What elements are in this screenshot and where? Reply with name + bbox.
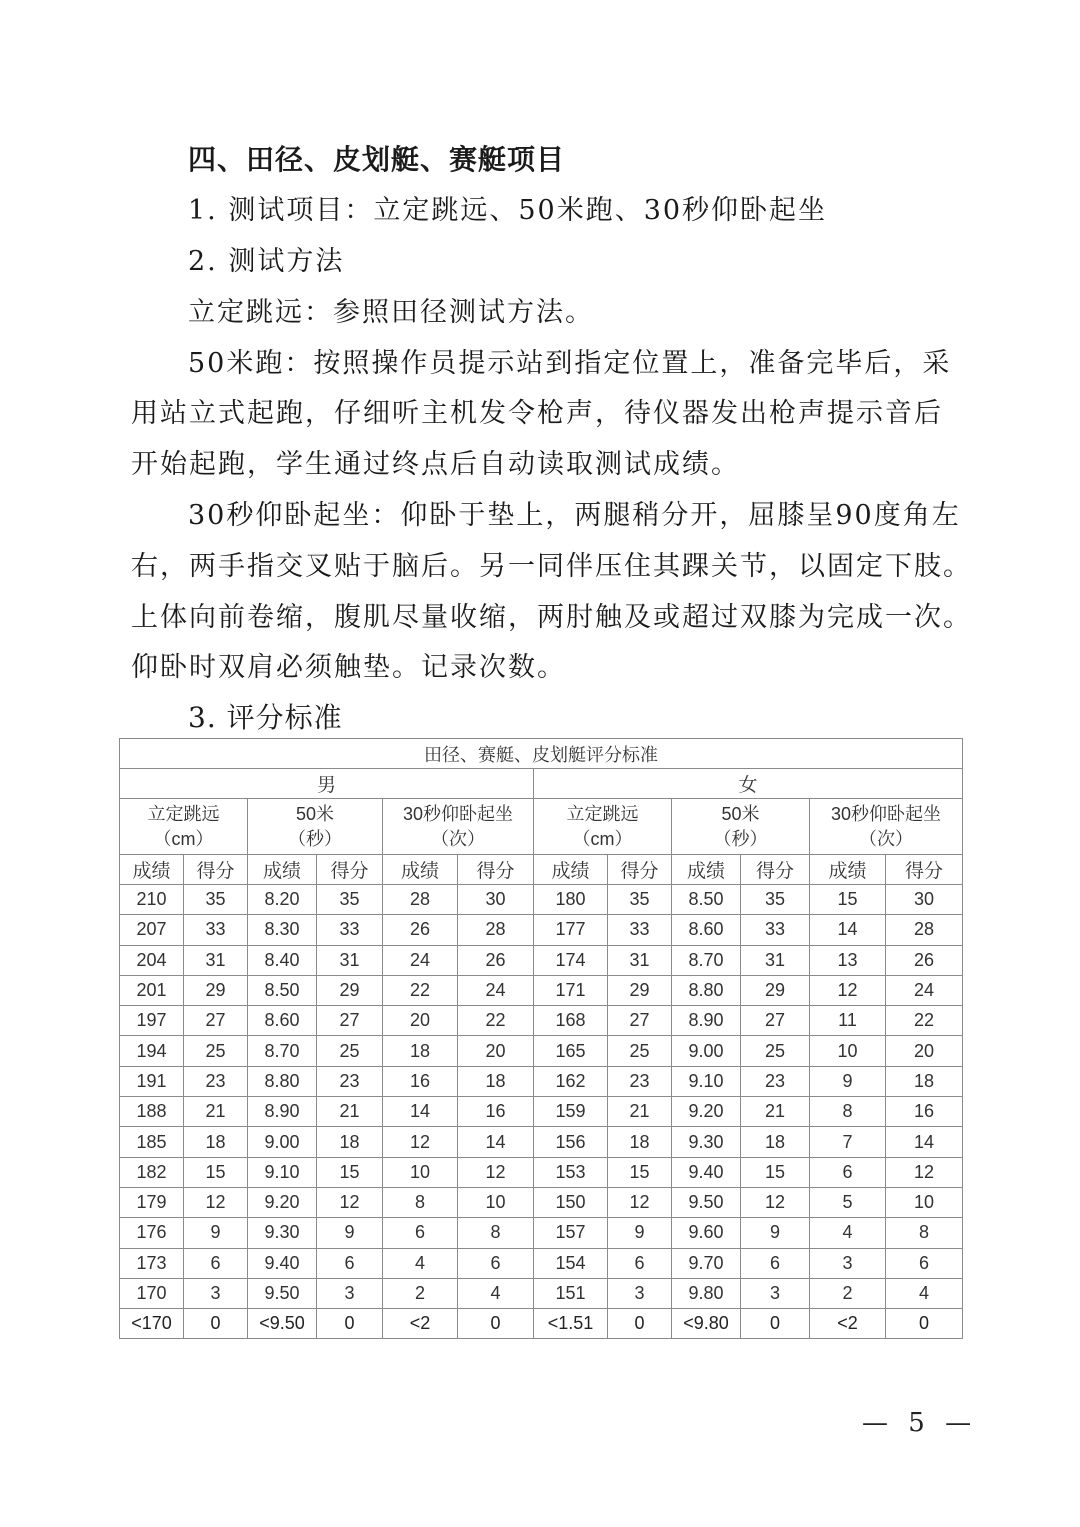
paragraph-line: 30秒仰卧起坐：仰卧于垫上，两腿稍分开，屈膝呈90度角左 bbox=[188, 500, 961, 531]
score-cell: 29 bbox=[741, 975, 810, 1005]
score-cell: 23 bbox=[608, 1066, 672, 1096]
result-cell: 9.40 bbox=[672, 1157, 741, 1187]
score-cell: 18 bbox=[608, 1127, 672, 1157]
score-cell: 6 bbox=[741, 1248, 810, 1278]
result-cell: 9.70 bbox=[672, 1248, 741, 1278]
result-cell: 9.80 bbox=[672, 1278, 741, 1308]
score-cell: 33 bbox=[741, 915, 810, 945]
score-cell: 29 bbox=[608, 975, 672, 1005]
result-cell: 8.90 bbox=[672, 1006, 741, 1036]
score-cell: 33 bbox=[317, 915, 383, 945]
score-cell: 12 bbox=[458, 1157, 534, 1187]
col-result: 成绩 bbox=[383, 855, 458, 885]
table-row bbox=[120, 1066, 963, 1096]
table-row bbox=[120, 1097, 963, 1127]
result-cell: 4 bbox=[810, 1218, 886, 1248]
score-cell: 31 bbox=[317, 945, 383, 975]
result-cell: 9.30 bbox=[672, 1127, 741, 1157]
result-cell: <9.50 bbox=[248, 1309, 317, 1339]
score-cell: 31 bbox=[608, 945, 672, 975]
result-cell: 188 bbox=[120, 1097, 184, 1127]
score-cell: 35 bbox=[741, 885, 810, 915]
result-cell: 8.20 bbox=[248, 885, 317, 915]
score-cell: 0 bbox=[608, 1309, 672, 1339]
result-cell: 10 bbox=[810, 1036, 886, 1066]
table-row bbox=[120, 885, 963, 915]
table-row bbox=[120, 975, 963, 1005]
result-cell: 177 bbox=[534, 915, 608, 945]
event-unit: （秒） bbox=[288, 828, 342, 849]
table-row bbox=[120, 945, 963, 975]
result-cell: 8.60 bbox=[248, 1006, 317, 1036]
male-run50-header bbox=[248, 799, 383, 855]
score-cell: 6 bbox=[886, 1248, 963, 1278]
result-cell: 9.40 bbox=[248, 1248, 317, 1278]
event-unit: （cm） bbox=[572, 828, 633, 849]
result-cell: <2 bbox=[810, 1309, 886, 1339]
score-cell: 15 bbox=[608, 1157, 672, 1187]
result-cell: 13 bbox=[810, 945, 886, 975]
result-cell: 11 bbox=[810, 1006, 886, 1036]
table-title: 田径、赛艇、皮划艇评分标准 bbox=[120, 739, 963, 769]
score-cell: 4 bbox=[886, 1278, 963, 1308]
score-cell: 0 bbox=[317, 1309, 383, 1339]
score-cell: 18 bbox=[886, 1066, 963, 1096]
male-header: 男 bbox=[120, 769, 534, 799]
item-test-methods: 2. 测试方法 bbox=[188, 246, 345, 277]
paragraph-line: 用站立式起跑，仔细听主机发令枪声，待仪器发出枪声提示音后 bbox=[131, 398, 943, 429]
score-cell: 27 bbox=[317, 1006, 383, 1036]
score-cell: 25 bbox=[184, 1036, 248, 1066]
result-cell: 10 bbox=[383, 1157, 458, 1187]
result-cell: 12 bbox=[383, 1127, 458, 1157]
score-cell: 15 bbox=[184, 1157, 248, 1187]
scoring-standard-table bbox=[119, 738, 963, 1339]
paragraph-line: 右，两手指交叉贴于脑后。另一同伴压住其踝关节，以固定下肢。 bbox=[131, 551, 972, 582]
score-cell: 21 bbox=[741, 1097, 810, 1127]
female-situp-header bbox=[810, 799, 963, 855]
score-cell: 6 bbox=[317, 1248, 383, 1278]
result-cell: 9.00 bbox=[248, 1127, 317, 1157]
score-cell: 0 bbox=[458, 1309, 534, 1339]
result-cell: <2 bbox=[383, 1309, 458, 1339]
score-cell: 20 bbox=[458, 1036, 534, 1066]
result-cell: 20 bbox=[383, 1006, 458, 1036]
result-cell: 179 bbox=[120, 1187, 184, 1217]
result-cell: 154 bbox=[534, 1248, 608, 1278]
result-cell: 151 bbox=[534, 1278, 608, 1308]
score-cell: 21 bbox=[184, 1097, 248, 1127]
result-cell: 9.50 bbox=[672, 1187, 741, 1217]
score-cell: 26 bbox=[886, 945, 963, 975]
result-cell: 2 bbox=[810, 1278, 886, 1308]
result-cell: 201 bbox=[120, 975, 184, 1005]
score-cell: 27 bbox=[608, 1006, 672, 1036]
table-row bbox=[120, 1187, 963, 1217]
col-result: 成绩 bbox=[120, 855, 184, 885]
score-cell: 18 bbox=[741, 1127, 810, 1157]
score-cell: 18 bbox=[184, 1127, 248, 1157]
event-name: 30秒仰卧起坐 bbox=[831, 803, 942, 824]
event-unit: （次） bbox=[431, 828, 485, 849]
result-cell: 8.60 bbox=[672, 915, 741, 945]
score-cell: 18 bbox=[317, 1127, 383, 1157]
result-cell: 9.10 bbox=[672, 1066, 741, 1096]
result-cell: 15 bbox=[810, 885, 886, 915]
score-cell: 18 bbox=[458, 1066, 534, 1096]
table-row bbox=[120, 1036, 963, 1066]
female-header: 女 bbox=[534, 769, 963, 799]
score-cell: 0 bbox=[886, 1309, 963, 1339]
score-cell: 3 bbox=[608, 1278, 672, 1308]
result-cell: 9.50 bbox=[248, 1278, 317, 1308]
table-row bbox=[120, 1218, 963, 1248]
result-cell: 8.90 bbox=[248, 1097, 317, 1127]
result-cell: 4 bbox=[383, 1248, 458, 1278]
result-cell: 6 bbox=[383, 1218, 458, 1248]
result-cell: 191 bbox=[120, 1066, 184, 1096]
result-cell: 24 bbox=[383, 945, 458, 975]
score-cell: 27 bbox=[741, 1006, 810, 1036]
event-unit: （秒） bbox=[713, 828, 768, 849]
event-name: 立定跳远 bbox=[147, 803, 220, 824]
paragraph-line: 上体向前卷缩，腹肌尽量收缩，两肘触及或超过双膝为完成一次。 bbox=[131, 602, 972, 633]
table-body bbox=[120, 885, 963, 1339]
result-cell: 22 bbox=[383, 975, 458, 1005]
result-cell: 194 bbox=[120, 1036, 184, 1066]
score-cell: 12 bbox=[608, 1187, 672, 1217]
result-cell: 176 bbox=[120, 1218, 184, 1248]
col-result: 成绩 bbox=[672, 855, 741, 885]
paragraph-line: 仰卧时双肩必须触垫。记录次数。 bbox=[131, 652, 566, 683]
score-cell: 31 bbox=[741, 945, 810, 975]
result-cell: 171 bbox=[534, 975, 608, 1005]
result-cell: 18 bbox=[383, 1036, 458, 1066]
paragraph-line: 50米跑：按照操作员提示站到指定位置上，准备完毕后，采 bbox=[188, 348, 952, 379]
male-jump-header bbox=[120, 799, 248, 855]
result-cell: 9.30 bbox=[248, 1218, 317, 1248]
col-score: 得分 bbox=[741, 855, 810, 885]
result-cell: 173 bbox=[120, 1248, 184, 1278]
result-cell: 8.50 bbox=[672, 885, 741, 915]
score-cell: 9 bbox=[608, 1218, 672, 1248]
result-cell: 2 bbox=[383, 1278, 458, 1308]
score-cell: 6 bbox=[184, 1248, 248, 1278]
score-cell: 21 bbox=[317, 1097, 383, 1127]
result-cell: 180 bbox=[534, 885, 608, 915]
score-cell: 3 bbox=[184, 1278, 248, 1308]
result-cell: 207 bbox=[120, 915, 184, 945]
col-result: 成绩 bbox=[248, 855, 317, 885]
result-cell: 8.30 bbox=[248, 915, 317, 945]
score-cell: 28 bbox=[886, 915, 963, 945]
score-cell: 25 bbox=[317, 1036, 383, 1066]
event-unit: （次） bbox=[859, 828, 914, 849]
score-cell: 10 bbox=[458, 1187, 534, 1217]
result-cell: 8.50 bbox=[248, 975, 317, 1005]
event-name: 50米 bbox=[295, 803, 335, 824]
score-cell: 29 bbox=[184, 975, 248, 1005]
score-cell: 9 bbox=[741, 1218, 810, 1248]
result-cell: 182 bbox=[120, 1157, 184, 1187]
score-cell: 12 bbox=[741, 1187, 810, 1217]
result-cell: 9.60 bbox=[672, 1218, 741, 1248]
result-cell: <170 bbox=[120, 1309, 184, 1339]
score-cell: 30 bbox=[886, 885, 963, 915]
result-cell: 14 bbox=[810, 915, 886, 945]
score-cell: 12 bbox=[317, 1187, 383, 1217]
score-cell: 25 bbox=[608, 1036, 672, 1066]
score-cell: 16 bbox=[886, 1097, 963, 1127]
result-cell: 162 bbox=[534, 1066, 608, 1096]
result-cell: 7 bbox=[810, 1127, 886, 1157]
result-cell: 5 bbox=[810, 1187, 886, 1217]
result-cell: 157 bbox=[534, 1218, 608, 1248]
result-cell: 9.20 bbox=[248, 1187, 317, 1217]
score-cell: 24 bbox=[886, 975, 963, 1005]
score-cell: 6 bbox=[458, 1248, 534, 1278]
score-cell: 35 bbox=[317, 885, 383, 915]
score-cell: 14 bbox=[458, 1127, 534, 1157]
score-cell: 12 bbox=[886, 1157, 963, 1187]
result-cell: 12 bbox=[810, 975, 886, 1005]
result-cell: 174 bbox=[534, 945, 608, 975]
result-cell: 14 bbox=[383, 1097, 458, 1127]
score-cell: 35 bbox=[608, 885, 672, 915]
result-cell: 197 bbox=[120, 1006, 184, 1036]
table-row bbox=[120, 1006, 963, 1036]
score-cell: 30 bbox=[458, 885, 534, 915]
col-result: 成绩 bbox=[534, 855, 608, 885]
table-row bbox=[120, 1157, 963, 1187]
item-test-items: 1. 测试项目：立定跳远、50米跑、30秒仰卧起坐 bbox=[188, 195, 828, 226]
score-cell: 23 bbox=[184, 1066, 248, 1096]
jump-method-text: 立定跳远：参照田径测试方法。 bbox=[188, 297, 594, 328]
result-cell: 6 bbox=[810, 1157, 886, 1187]
section-heading: 四、田径、皮划艇、赛艇项目 bbox=[188, 143, 566, 176]
score-cell: 23 bbox=[317, 1066, 383, 1096]
score-cell: 3 bbox=[741, 1278, 810, 1308]
result-cell: 16 bbox=[383, 1066, 458, 1096]
result-cell: 185 bbox=[120, 1127, 184, 1157]
result-cell: 9 bbox=[810, 1066, 886, 1096]
col-score: 得分 bbox=[184, 855, 248, 885]
event-unit: （cm） bbox=[153, 828, 214, 849]
score-cell: 31 bbox=[184, 945, 248, 975]
result-cell: 159 bbox=[534, 1097, 608, 1127]
table-row bbox=[120, 1309, 963, 1339]
score-cell: 29 bbox=[317, 975, 383, 1005]
score-cell: 33 bbox=[184, 915, 248, 945]
result-cell: 9.10 bbox=[248, 1157, 317, 1187]
result-cell: 8 bbox=[810, 1097, 886, 1127]
result-cell: 3 bbox=[810, 1248, 886, 1278]
result-cell: 170 bbox=[120, 1278, 184, 1308]
score-cell: 35 bbox=[184, 885, 248, 915]
score-cell: 22 bbox=[886, 1006, 963, 1036]
col-result: 成绩 bbox=[810, 855, 886, 885]
page-number: — 5 — bbox=[862, 1408, 978, 1438]
result-cell: 8.70 bbox=[248, 1036, 317, 1066]
event-name: 立定跳远 bbox=[566, 803, 639, 824]
result-cell: 156 bbox=[534, 1127, 608, 1157]
table-row bbox=[120, 915, 963, 945]
result-cell: 8.70 bbox=[672, 945, 741, 975]
score-cell: 16 bbox=[458, 1097, 534, 1127]
result-cell: 28 bbox=[383, 885, 458, 915]
score-cell: 23 bbox=[741, 1066, 810, 1096]
score-cell: 0 bbox=[184, 1309, 248, 1339]
table-row bbox=[120, 1127, 963, 1157]
score-cell: 24 bbox=[458, 975, 534, 1005]
score-cell: 20 bbox=[886, 1036, 963, 1066]
score-cell: 27 bbox=[184, 1006, 248, 1036]
score-cell: 8 bbox=[458, 1218, 534, 1248]
score-cell: 0 bbox=[741, 1309, 810, 1339]
col-score: 得分 bbox=[608, 855, 672, 885]
table-row bbox=[120, 1248, 963, 1278]
col-score: 得分 bbox=[886, 855, 963, 885]
score-cell: 3 bbox=[317, 1278, 383, 1308]
score-cell: 21 bbox=[608, 1097, 672, 1127]
score-cell: 8 bbox=[886, 1218, 963, 1248]
score-cell: 10 bbox=[886, 1187, 963, 1217]
item-scoring-standard: 3. 评分标准 bbox=[188, 701, 343, 734]
result-cell: 8 bbox=[383, 1187, 458, 1217]
score-cell: 28 bbox=[458, 915, 534, 945]
result-cell: 165 bbox=[534, 1036, 608, 1066]
male-situp-header bbox=[383, 799, 534, 855]
result-cell: 9.20 bbox=[672, 1097, 741, 1127]
female-jump-header bbox=[534, 799, 672, 855]
score-cell: 33 bbox=[608, 915, 672, 945]
score-cell: 12 bbox=[184, 1187, 248, 1217]
result-cell: 8.80 bbox=[672, 975, 741, 1005]
result-cell: <1.51 bbox=[534, 1309, 608, 1339]
score-cell: 25 bbox=[741, 1036, 810, 1066]
result-cell: 8.40 bbox=[248, 945, 317, 975]
score-cell: 26 bbox=[458, 945, 534, 975]
table-row bbox=[120, 1278, 963, 1308]
result-cell: 9.00 bbox=[672, 1036, 741, 1066]
event-name: 50米 bbox=[721, 803, 760, 824]
result-cell: 150 bbox=[534, 1187, 608, 1217]
col-score: 得分 bbox=[458, 855, 534, 885]
score-cell: 4 bbox=[458, 1278, 534, 1308]
female-run50-header bbox=[672, 799, 810, 855]
paragraph-line: 开始起跑，学生通过终点后自动读取测试成绩。 bbox=[131, 449, 740, 480]
result-cell: 26 bbox=[383, 915, 458, 945]
score-cell: 22 bbox=[458, 1006, 534, 1036]
event-name: 30秒仰卧起坐 bbox=[402, 803, 514, 824]
score-cell: 9 bbox=[184, 1218, 248, 1248]
score-cell: 9 bbox=[317, 1218, 383, 1248]
result-cell: <9.80 bbox=[672, 1309, 741, 1339]
result-cell: 8.80 bbox=[248, 1066, 317, 1096]
score-cell: 15 bbox=[317, 1157, 383, 1187]
score-cell: 14 bbox=[886, 1127, 963, 1157]
col-score: 得分 bbox=[317, 855, 383, 885]
result-cell: 153 bbox=[534, 1157, 608, 1187]
result-cell: 204 bbox=[120, 945, 184, 975]
result-cell: 210 bbox=[120, 885, 184, 915]
result-cell: 168 bbox=[534, 1006, 608, 1036]
score-cell: 15 bbox=[741, 1157, 810, 1187]
score-cell: 6 bbox=[608, 1248, 672, 1278]
